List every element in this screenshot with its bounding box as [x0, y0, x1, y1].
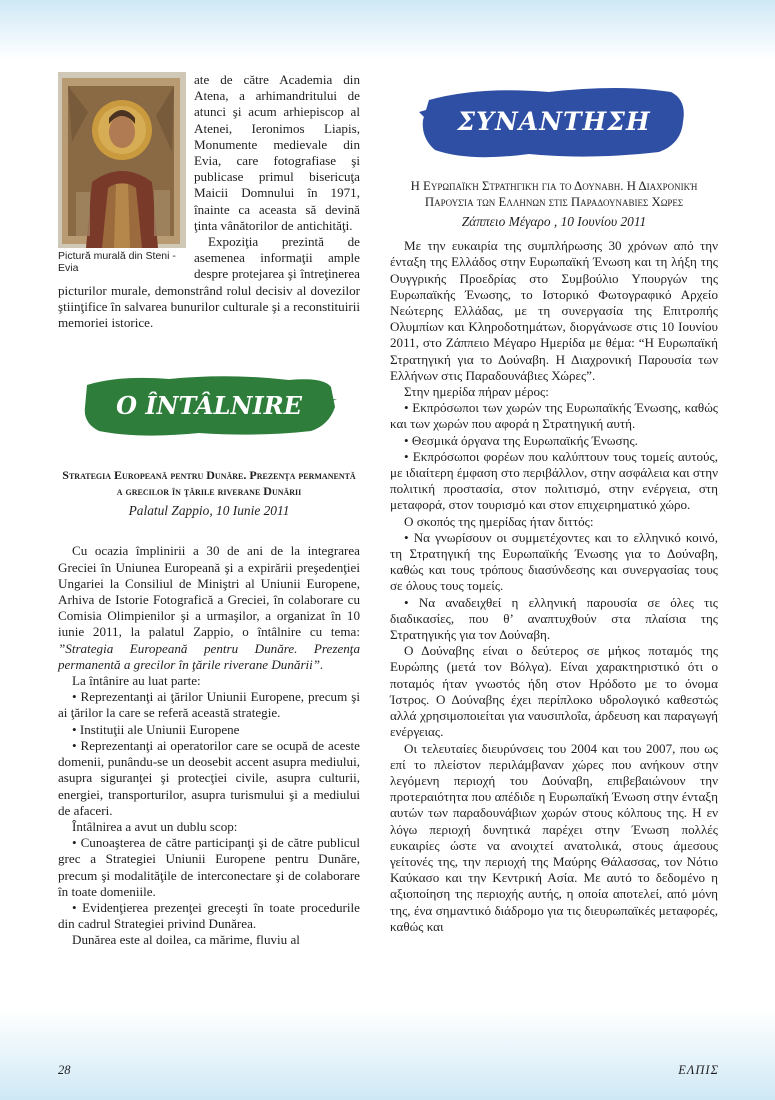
- banner-title: ΣΥΝΑΝΤΗΣΗ: [457, 106, 651, 136]
- purpose-title: Ο σκοπός της ημερίδας ήταν διττός:: [404, 513, 594, 529]
- magazine-name: ΕΛΠΙΣ: [678, 1063, 719, 1077]
- enlargement-paragraph: Οι τελευταίες διευρύνσεις του 2004 και του 2007, που ως επί το πλείστον περιλάμβαναν χώρες που ανήκουν στην λεγόμενη περιοχή του Δούναβη, επιβεβαιώνουν την προτεραιότητα που απέδιδε η Ευρωπαϊκή Ένωση στην ένταξη αυτών των παραδουνάβιων χωρών στους κόλπους της. Η εν λόγω περιοχή δυνητικά παρέχει στην Ένωση πολλές ευκαιρίες ώστε να ανοιχτεί ανατολικά, στους άμεσους γείτονές της, την περιοχή της Μαύρης Θάλασσας, τον Νότιο Καύκασο και την Κεντρική Ασία. Με αυτό το δεδομένο η αξιοποίηση της περιοχής αυτής, η οποία αποτελεί, από μόνη της, ένα σημαντικό διάδρομο για τις διευρωπαϊκές μεταφορές, καθώς και: [390, 740, 718, 934]
- article-subtitle: Strategia Europeană pentru Dunăre. Prezenţa permanentă a grecilor în ţările riverane Dunării: [62, 468, 356, 499]
- intro-theme: ”Strategia Europeană pentru Dunăre. Prezenţa permanentă a grecilor în ţările riverane Dunării”.: [58, 640, 360, 672]
- banner-o-intalnire: [79, 371, 339, 441]
- exhibition-text-wrap: ate de către Academia din Atena, a arhimandritului de atunci şi acum arhiepiscop al Atenei, Ieronimos Liapis, Monumente medievale din Evia, care fotografiase şi publicase primul bisericuţa Maicii Domnului în 1971, înainte ca aceasta să devină ţinta vânătorilor de antichităţi.: [194, 72, 360, 233]
- fresco-caption: Pictură murală din Steni - Evia: [58, 250, 176, 274]
- article-subtitle: Η Ευρωπαϊκή Στρατηγική για το Δουναβη. Η Διαχρονική Παρουσία των Ελληνων στις Παραδουναβιες Χωρες: [410, 179, 698, 209]
- event-place: Ζάππειο Μέγαρο , 10 Ιουνίου 2011: [461, 214, 647, 229]
- exhibition-paragraph: Expoziţia prezintă de asemenea informaţii ample despre protejarea şi întreţinerea picturilor murale, demonstrând rolul decisiv al dovezilor ştiinţifice în salvarea bunurilor culturale şi a reconstituirii memoriei istorice.: [58, 234, 360, 331]
- list-item: • Evidenţierea prezenţei greceşti în toate procedurile din cadrul Strategiei privind Dunărea.: [58, 899, 360, 932]
- romanian-column: [58, 72, 360, 949]
- banner-synantisi: [419, 82, 689, 162]
- participants-title: La întânire au luat parte:: [72, 673, 201, 689]
- page-bottom-gradient: [0, 1010, 775, 1100]
- list-item: • Να γνωρίσουν οι συμμετέχοντες και το ελληνικό κοινό, τη Στρατηγική της Ευρωπαϊκής Ένωσης για το Δούναβη, καθώς και τους τρόπους διασύνδεσης και συνεργασίας τους σε όλους τους τομείς.: [390, 529, 718, 594]
- event-place: Palatul Zappio, 10 Iunie 2011: [128, 503, 290, 519]
- intro-paragraph: [58, 543, 360, 673]
- greek-column: [390, 82, 718, 935]
- page-top-gradient: [0, 0, 775, 60]
- list-item: • Εκπρόσωποι φορέων που καλύπτουν τους τομείς αυτούς, με ιδιαίτερη έμφαση στο περιβάλλον, στην ασφάλεια και στην πολιτική προστασία, στον πολιτισμό, στην ενέργεια, στη μεταφορά, στον τουρισμό και στον επιχειρηματικό χώρο.: [390, 448, 718, 513]
- list-item: • Cunoaşterea de către participanţi şi de către publicul grec a Strategiei Uniunii Europene pentru Dunăre, precum şi modalităţile de interconectare şi de colaborare în toate domeniile.: [58, 835, 360, 899]
- page-number: 28: [58, 1063, 71, 1077]
- fresco-figure: [58, 72, 186, 274]
- list-item: • Reprezentanţi ai ţărilor Uniunii Europene, precum şi ai ţărilor la care se referă această strategie.: [58, 689, 360, 721]
- banner-title: O ÎNTÂLNIRE: [116, 391, 302, 421]
- danube-paragraph: Ο Δούναβης είναι ο δεύτερος σε μήκος ποταμός της Ευρώπης (μετά τον Βόλγα). Είναι χαρακτηριστικό ότι ο ποταμός ήταν γνωστός ήδη στον Ηρόδοτο με το όνομα Ίστρος. Ο Δούναβης έχει περίπλοκο υδρολογικό καθεστώς αλλά χρησιμοποιείται για ναυσιπλοΐα, άρδευση και παραγωγή ενέργειας.: [390, 643, 718, 740]
- danube-paragraph: Dunărea este al doilea, ca mărime, fluviu al: [72, 932, 300, 948]
- intro-paragraph: Με την ευκαιρία της συμπλήρωσης 30 χρόνων από την ένταξη της Ελλάδος στην Ευρωπαϊκή Ένωση και τη λήξη της Ουγγρικής Προεδρίας στο Συμβούλιο Υπουργών της Ευρωπαϊκής Ένωσης, το Ιστορικό Φωτογραφικό Αρχείο Νεώτερης Ελλάδας, με τη συνεργασία της Επιτροπής Ολυμπίων και Κληροδοτημάτων, διοργάνωσε στις 10 Ιουνίου 2011, στο Ζάππειο Μέγαρο Ημερίδα με θέμα: “Η Ευρωπαϊκή Στρατηγική για το Δούναβη. Η Διαχρονική Παρουσία των Ελλήνων στις Παραδουνάβιες Χώρες”.: [390, 238, 718, 383]
- list-item: • Να αναδειχθεί η ελληνική παρουσία σε όλες τις διαδικασίες, που θ’ αναπτυχθούν στα πλαίσια της Στρατηγικής για τον Δούναβη.: [390, 594, 718, 643]
- fresco-saint-image: [58, 72, 186, 248]
- list-item: • Instituţii ale Uniunii Europene: [72, 721, 240, 737]
- list-item: • Reprezentanţi ai operatorilor care se ocupă de aceste domenii, punându-se un deosebit accent asupra mediului, asupra siguranţei şi protecţiei civile, asupra culturii, energiei, transporturilor, asupra turismului şi a mediului de afaceri.: [58, 737, 360, 818]
- list-item: • Εκπρόσωποι των χωρών της Ευρωπαϊκής Ένωσης, καθώς και των χωρών που αφορά η Στρατηγική αυτή.: [390, 400, 718, 432]
- list-item: • Θεσμικά όργανα της Ευρωπαϊκής Ένωσης.: [404, 432, 638, 448]
- purpose-title: Întâlnirea a avut un dublu scop:: [72, 818, 238, 834]
- participants-title: Στην ημερίδα πήραν μέρος:: [404, 384, 549, 400]
- intro-text: Cu ocazia împlinirii a 30 de ani de la integrarea Greciei în Uniunea Europeană şi a expirării preşedenţiei Ungariei la Consiliul de Miniştri al Uniunii Europene, Arhiva de Istorie Fotografică a Greciei, în colaborare cu Comisia Olimpienilor şi a urmaşilor, a organizat în 10 iunie 2011, la palatul Zappio, o întâlnire cu tema:: [58, 543, 360, 640]
